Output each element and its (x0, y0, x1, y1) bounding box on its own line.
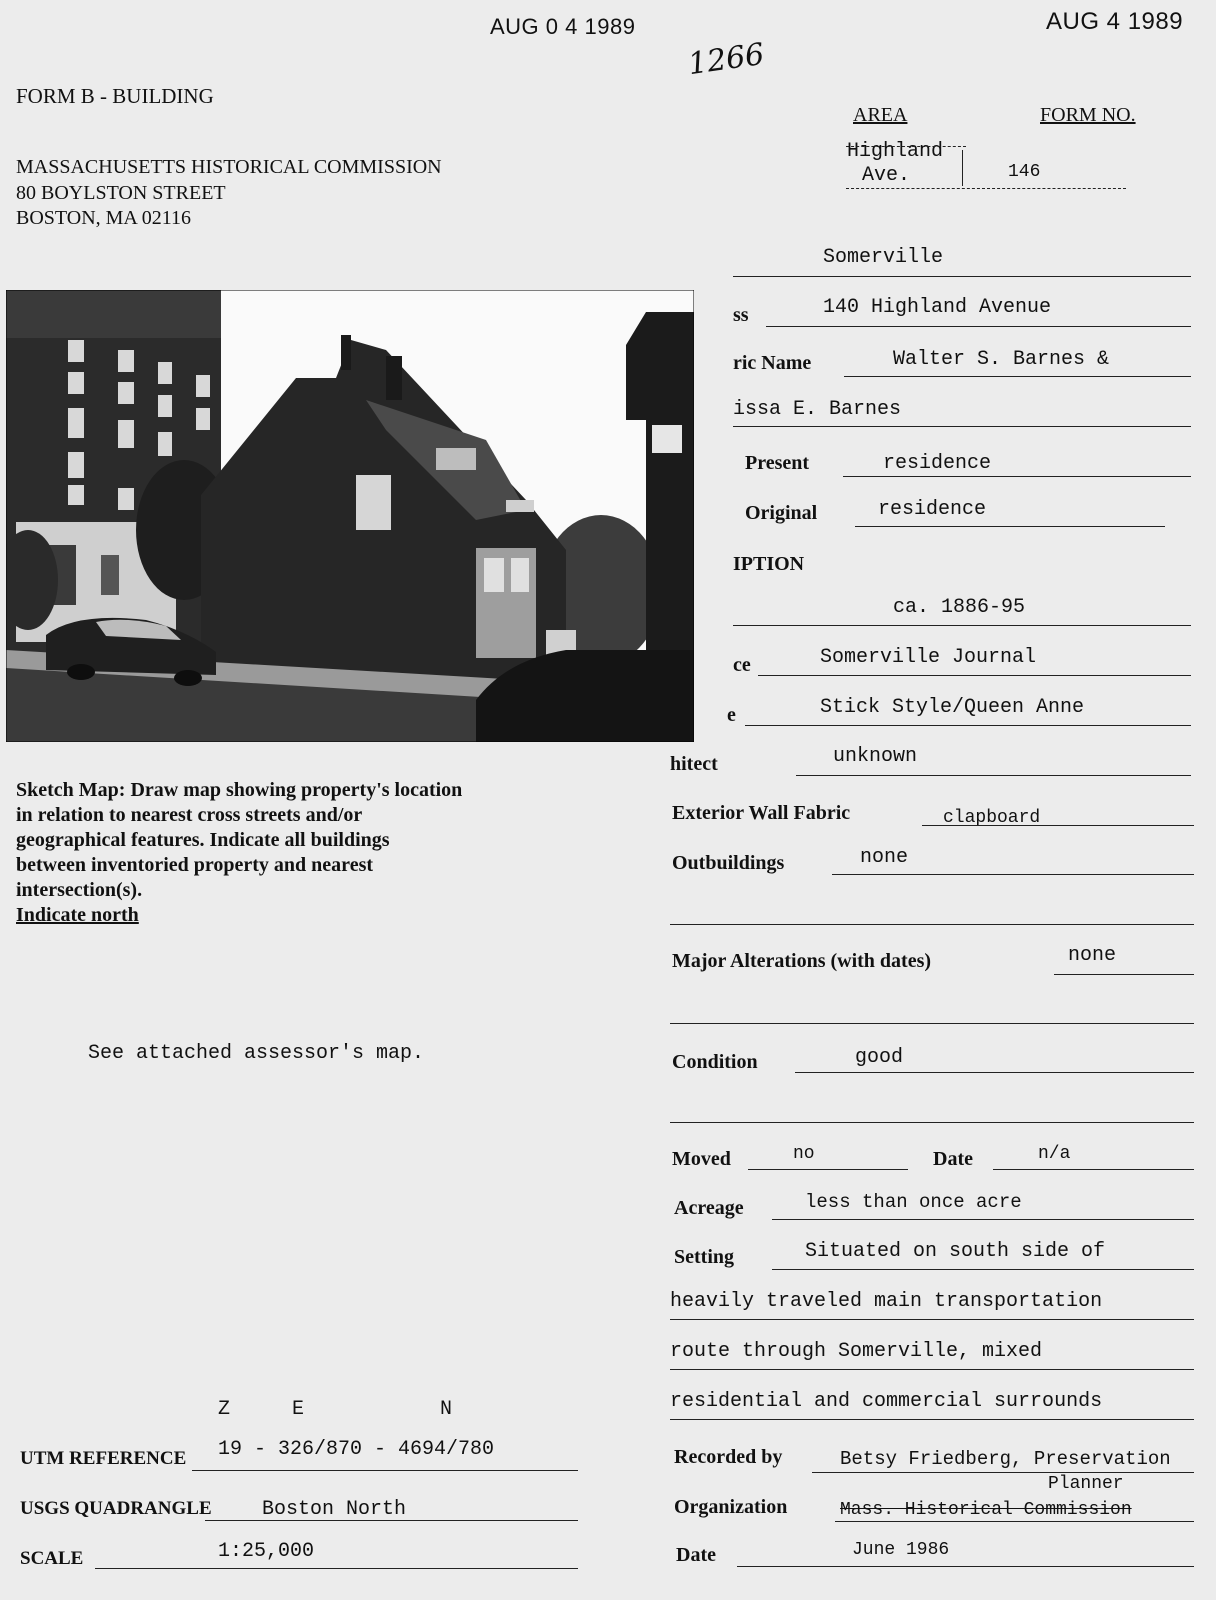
area-box-divider (962, 150, 963, 186)
historic-name-value: Walter S. Barnes & (893, 348, 1110, 371)
sketch-line-5: intersection(s). (16, 879, 143, 901)
utm-value: 19 - 326/870 - 4694/780 (218, 1438, 495, 1461)
utm-e-label: E (292, 1398, 305, 1421)
address-value: 140 Highland Avenue (823, 296, 1052, 319)
use-present-value: residence (883, 452, 992, 475)
organization-line (835, 1521, 1194, 1522)
major-alterations-value: none (1068, 944, 1117, 967)
date-stamp: AUG 0 4 1989 (490, 14, 636, 39)
acreage-value: less than once acre (805, 1191, 1022, 1213)
address-label: ss (733, 304, 749, 326)
record-date-value: June 1986 (852, 1540, 950, 1560)
area-value-line-2: Ave. (862, 164, 911, 187)
handwritten-number: 1266 (685, 36, 767, 83)
org-line-2: 80 BOYLSTON STREET (16, 182, 226, 204)
setting-rule-4 (670, 1419, 1194, 1420)
moved-value: no (793, 1144, 815, 1164)
recorded-by-value-2: Planner (1048, 1474, 1124, 1494)
acreage-line (772, 1219, 1194, 1220)
usgs-label: USGS QUADRANGLE (20, 1498, 212, 1519)
form-title: FORM B - BUILDING (16, 84, 214, 108)
condition-line (795, 1072, 1194, 1073)
historic-name-label: ric Name (733, 352, 812, 374)
area-box-top (846, 146, 966, 147)
use-original-value: residence (878, 498, 987, 521)
condition-label: Condition (672, 1051, 758, 1073)
org-line-1: MASSACHUSETTS HISTORICAL COMMISSION (16, 156, 442, 178)
source-label: ce (733, 654, 751, 676)
moved-label: Moved (672, 1148, 731, 1170)
historic-name-line-2 (733, 426, 1191, 427)
condition-value: good (855, 1046, 904, 1069)
use-present-label: Present (745, 452, 810, 474)
condition-line-2 (670, 1122, 1194, 1123)
setting-line-2: heavily traveled main transportation (670, 1290, 1103, 1313)
utm-line (192, 1470, 578, 1471)
area-box-bottom (846, 188, 1126, 189)
architect-line (796, 775, 1191, 776)
description-label: IPTION (733, 553, 805, 575)
utm-n-label: N (440, 1398, 453, 1421)
use-original-line (855, 526, 1165, 527)
major-alterations-line (1054, 974, 1194, 975)
sketch-line-4: between inventoried property and nearest (16, 854, 374, 876)
utm-z-label: Z (218, 1398, 231, 1421)
address-line (766, 326, 1191, 327)
utm-label: UTM REFERENCE (20, 1448, 187, 1469)
architect-value: unknown (833, 745, 918, 768)
moved-date-label: Date (933, 1148, 973, 1170)
setting-label: Setting (674, 1246, 734, 1268)
scale-label: SCALE (20, 1548, 84, 1569)
style-label: e (727, 704, 736, 726)
recorded-by-label: Recorded by (674, 1446, 783, 1468)
exterior-wall-line (922, 825, 1194, 826)
org-line-3: BOSTON, MA 02116 (16, 207, 192, 229)
source-value: Somerville Journal (820, 646, 1037, 669)
sketch-line-6: Indicate north (16, 904, 139, 926)
source-line (758, 675, 1191, 676)
form-no-value: 146 (1008, 162, 1041, 182)
sketch-line-2: in relation to nearest cross streets and/or (16, 804, 363, 826)
outbuildings-value: none (860, 846, 909, 869)
usgs-value: Boston North (262, 1498, 407, 1521)
major-alterations-line-2 (670, 1023, 1194, 1024)
sketch-line-1: Sketch Map: Draw map showing property's location (16, 779, 463, 801)
setting-rule-2 (670, 1319, 1194, 1320)
moved-date-line (993, 1169, 1194, 1170)
acreage-label: Acreage (674, 1197, 744, 1219)
use-original-label: Original (745, 502, 818, 524)
area-value-line-1: Highland (847, 140, 944, 163)
moved-line (748, 1169, 908, 1170)
date-stamp-right: AUG 4 1989 (1046, 8, 1184, 35)
exterior-wall-value: clapboard (943, 808, 1041, 828)
moved-date-value: n/a (1038, 1144, 1071, 1164)
setting-rule-1 (772, 1269, 1194, 1270)
town-line (733, 276, 1191, 277)
record-date-line (737, 1566, 1194, 1567)
historic-name-line (844, 376, 1191, 377)
sketch-note: See attached assessor's map. (88, 1042, 425, 1065)
form-no-label: FORM NO. (1040, 104, 1136, 126)
record-date-label: Date (676, 1544, 716, 1566)
sketch-line-3: geographical features. Indicate all buildings (16, 829, 390, 851)
setting-line-4: residential and commercial surrounds (670, 1390, 1103, 1413)
date-line (733, 625, 1191, 626)
organization-value: Mass. Historical Commission (840, 1500, 1132, 1520)
organization-label: Organization (674, 1496, 788, 1518)
outbuildings-line (832, 874, 1194, 875)
building-photo (6, 290, 694, 742)
outbuildings-label: Outbuildings (672, 852, 785, 874)
setting-line-3: route through Somerville, mixed (670, 1340, 1043, 1363)
usgs-line (205, 1520, 578, 1521)
scale-line (95, 1568, 578, 1569)
outbuildings-line-2 (670, 924, 1194, 925)
major-alterations-label: Major Alterations (with dates) (672, 950, 932, 972)
date-value: ca. 1886-95 (893, 596, 1026, 619)
recorded-by-value: Betsy Friedberg, Preservation (840, 1448, 1171, 1470)
historic-name-value-2: issa E. Barnes (733, 398, 902, 421)
scale-value: 1:25,000 (218, 1540, 315, 1563)
style-line (745, 725, 1191, 726)
use-present-line (843, 476, 1191, 477)
setting-rule-3 (670, 1369, 1194, 1370)
style-value: Stick Style/Queen Anne (820, 696, 1085, 719)
architect-label: hitect (670, 753, 718, 775)
setting-line-1: Situated on south side of (805, 1240, 1106, 1263)
town-value: Somerville (823, 246, 944, 269)
exterior-wall-label: Exterior Wall Fabric (672, 802, 851, 824)
area-label: AREA (853, 104, 908, 126)
recorded-by-line (812, 1472, 1194, 1473)
